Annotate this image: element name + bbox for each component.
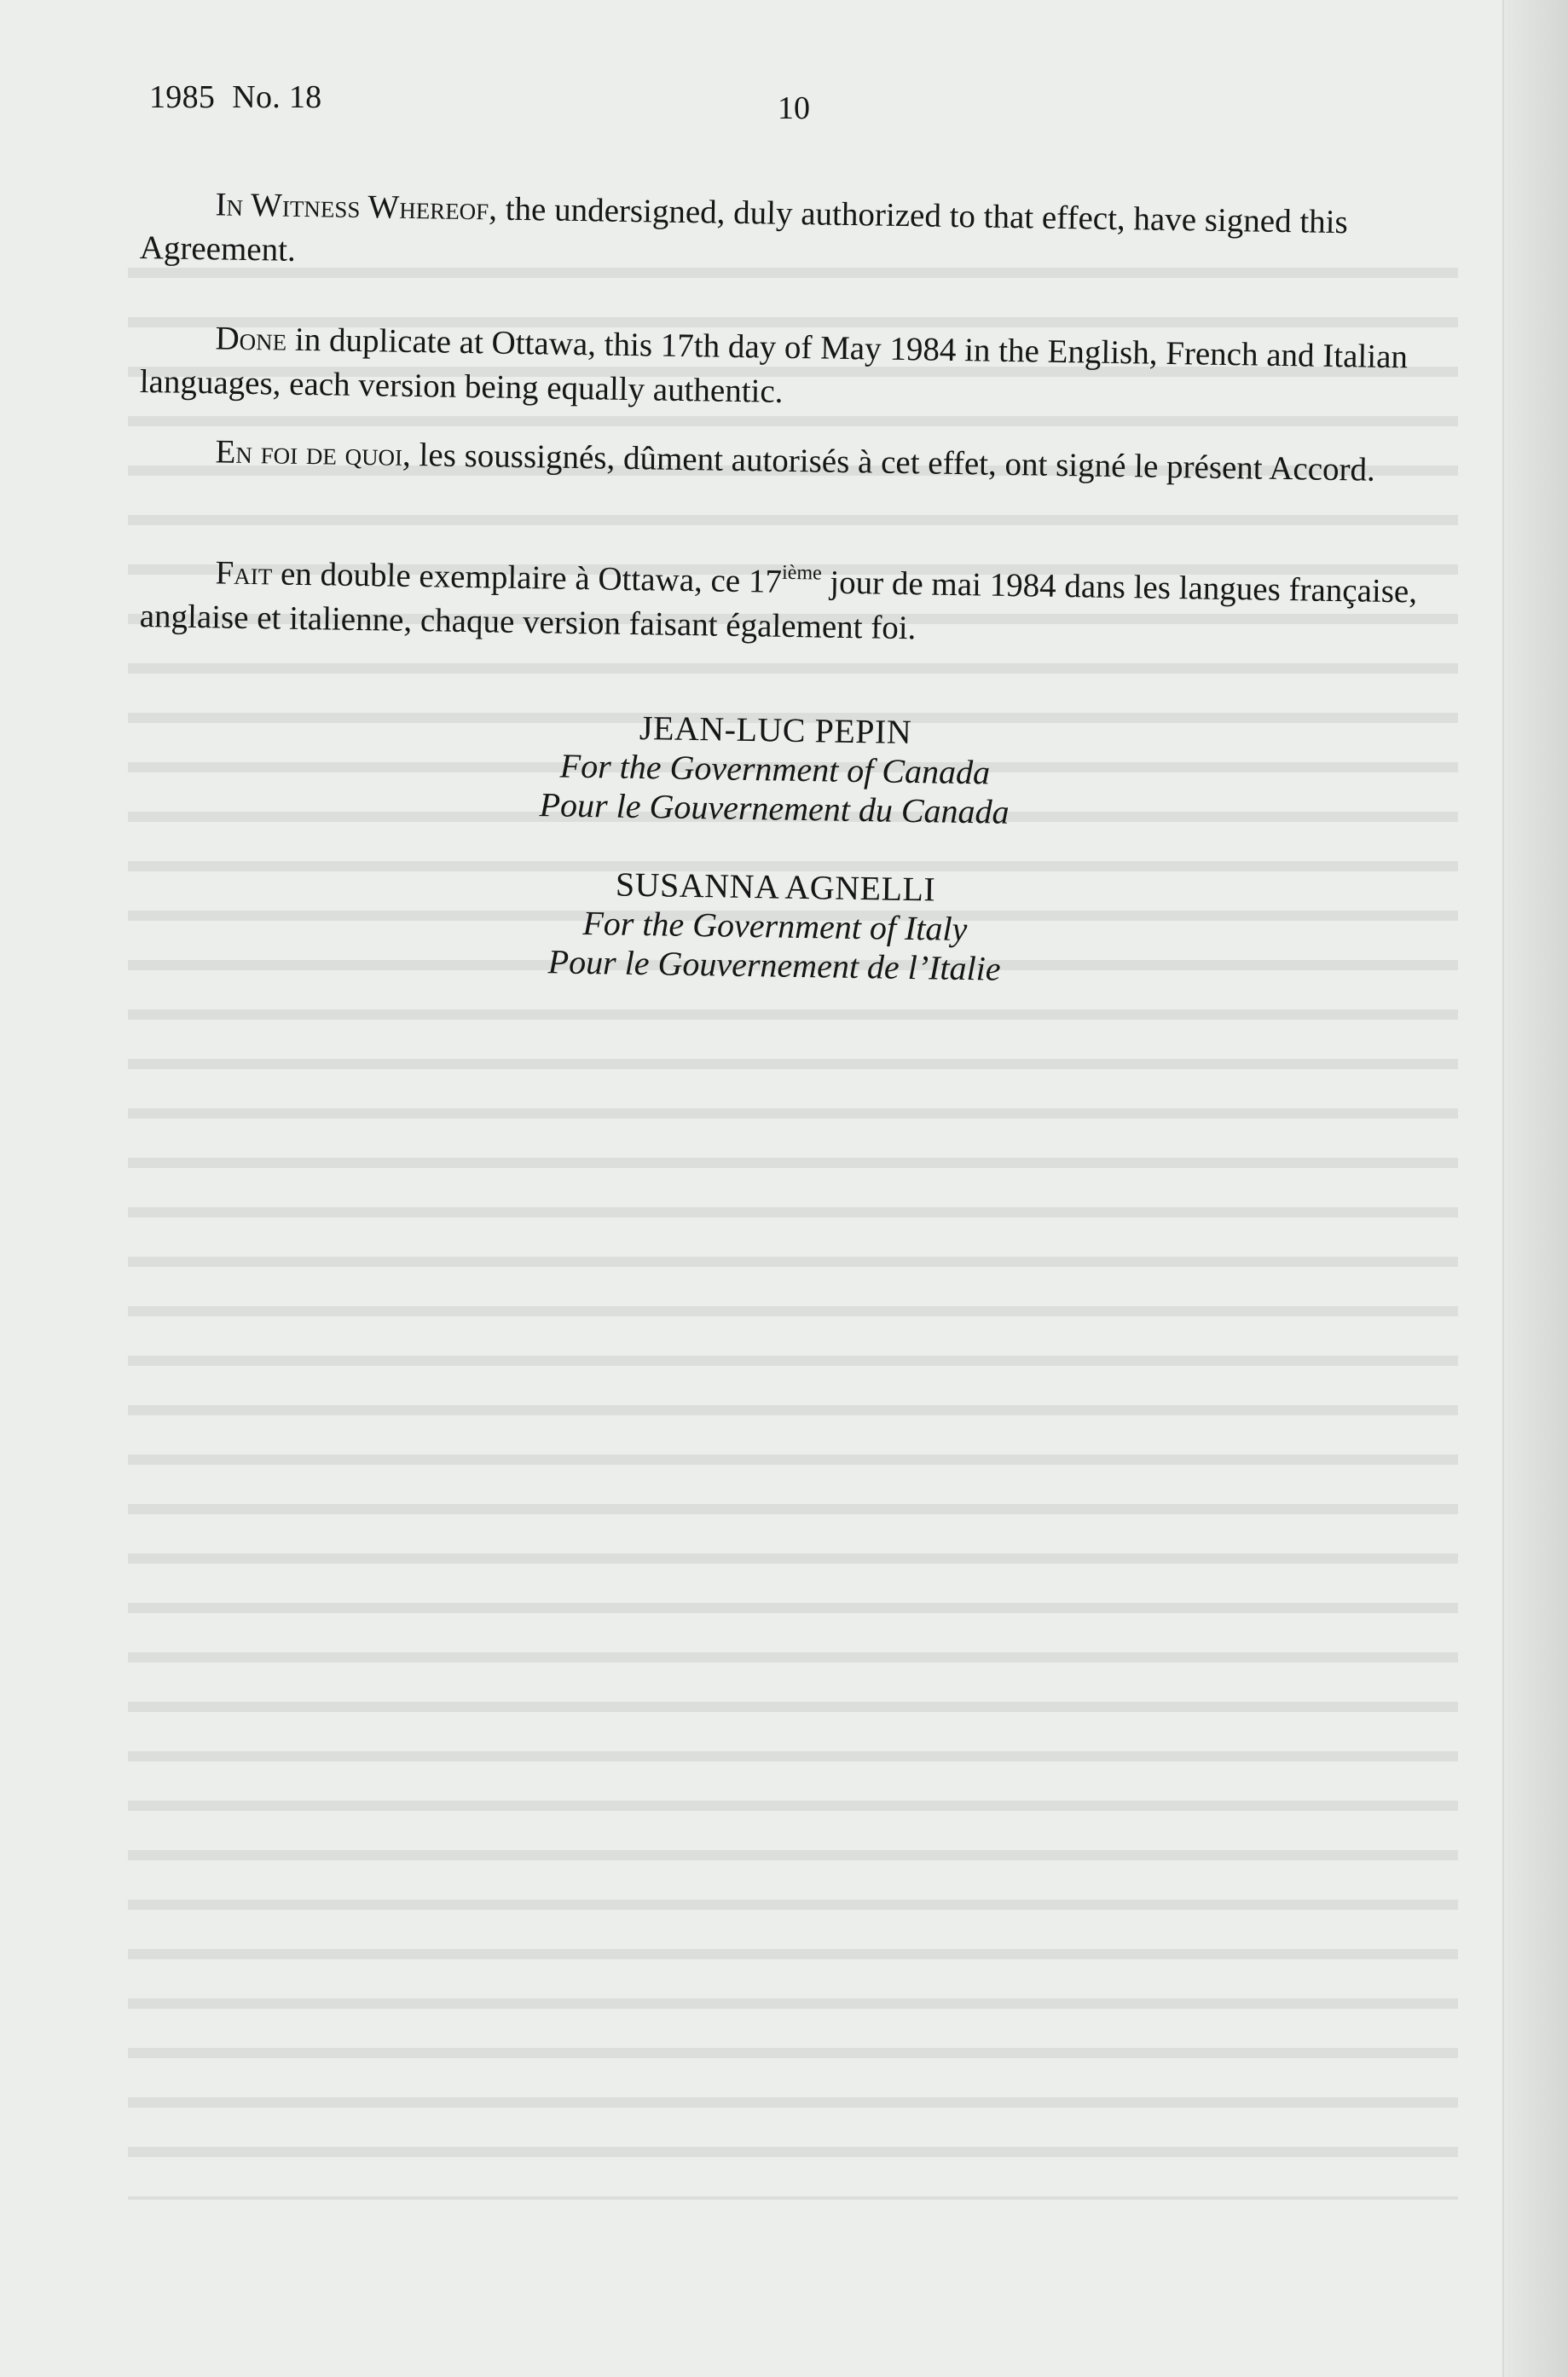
paragraph-en-foi [140, 429, 1445, 494]
en-foi-caps: En foi de quoi [215, 433, 403, 473]
signatory-line-fr: Pour le Gouvernement de l’Italie [547, 942, 1001, 988]
fait-superscript: ième [781, 561, 822, 585]
signatory-name: JEAN-LUC PEPIN [639, 708, 912, 751]
done-text: in duplicate at Ottawa, this 17th day of May 1984 in the English, French and Italian languages, each version being equally authentic. [139, 321, 1409, 410]
signatory-line-en: For the Government of Canada [559, 746, 991, 792]
signature-block-italy [476, 863, 1074, 990]
witness-text: , the undersigned, duly authorized to that effect, have signed this Agreement. [139, 190, 1349, 269]
signature-block-canada [476, 706, 1074, 833]
fait-caps: Fait [215, 554, 273, 593]
header-year: 1985 [149, 79, 216, 115]
signatory-line-fr: Pour le Gouvernement du Canada [539, 785, 1010, 831]
page-number: 10 [778, 90, 810, 126]
fait-text-before: en double exemplaire à Ottawa, ce 17 [271, 555, 783, 600]
running-header [149, 78, 321, 116]
done-caps: Done [215, 320, 287, 358]
signatory-name: SUSANNA AGNELLI [615, 865, 936, 909]
witness-caps: In Witness Whereof [215, 186, 489, 228]
en-foi-text: , les soussignés, dûment autorisés à cet effet, ont signé le présent Accord. [402, 436, 1376, 489]
paragraph-witness [139, 182, 1444, 291]
paragraph-fait [139, 550, 1444, 659]
fait-text-after: jour de mai 1984 dans les langues française, anglaise et italienne, chaque version faisant également foi. [139, 564, 1418, 647]
signatory-line-en: For the Government of Italy [582, 903, 968, 949]
header-number: No. 18 [232, 79, 322, 115]
paragraph-done [139, 315, 1444, 425]
